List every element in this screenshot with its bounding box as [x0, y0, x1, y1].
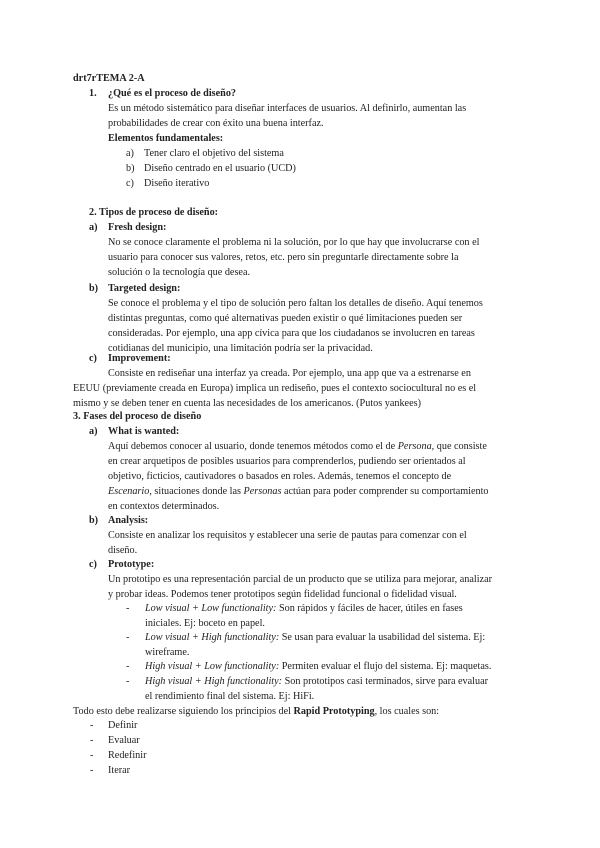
list-marker: a): [126, 148, 134, 159]
prototype-title: Prototype:: [108, 559, 155, 570]
list-item: Diseño centrado en el usuario (UCD): [144, 163, 296, 174]
section2-heading: 2. Tipos de proceso de diseño:: [89, 207, 219, 218]
paragraph-line: mismo y se deben tener en cuenta las necesidades de los americanos. (Putos yankees): [73, 398, 421, 409]
rapid-prototyping-term: Rapid Prototyping: [293, 706, 375, 717]
list-marker: c): [89, 559, 97, 570]
text-run: , situaciones donde las: [149, 486, 244, 497]
principle-item: Evaluar: [108, 735, 140, 746]
text-run: Son prototipos casi terminados, sirve para evaluar: [282, 676, 489, 687]
paragraph-line: objetivo, ficticios, cautivadores o basados en roles. Además, tenemos el concepto de: [108, 471, 452, 482]
text-run: actúan para poder comprender su comportamiento: [281, 486, 489, 497]
text-run: Todo esto debe realizarse siguiendo los principios del: [73, 706, 294, 717]
text-run: , los cuales son:: [374, 706, 440, 717]
bullet-term: Low visual + High functionality:: [145, 632, 280, 643]
paragraph-line: consideradas. Por ejemplo, una app cívica para que los ciudadanos se involucren en tareas: [108, 328, 475, 339]
list-marker: b): [89, 283, 99, 294]
bullet-term: High visual + Low functionality:: [145, 661, 280, 672]
bullet-dash: -: [90, 735, 94, 746]
paragraph-line: usuario para conocer sus valores, retos, etc. pero sin preguntarle directamente sobre la: [108, 252, 459, 263]
list-marker: b): [126, 163, 135, 174]
bullet-dash: -: [126, 603, 130, 614]
bullet-line: el rendimiento final del sistema. Ej: HiFi.: [145, 691, 315, 702]
paragraph-line: No se conoce claramente el problema ni la solución, por lo que hay que involucrarse con el: [108, 237, 480, 248]
targeted-design-title: Targeted design:: [108, 283, 181, 294]
paragraph-line: Consiste en rediseñar una interfaz ya creada. Por ejemplo, una app que va a estrenarse en: [108, 368, 471, 379]
paragraph-line: solución o la tecnología que desea.: [108, 267, 251, 278]
bullet-dash: -: [126, 661, 130, 672]
paragraph-line: en contextos determinados.: [108, 501, 220, 512]
bullet-line: iniciales. Ej: boceto en papel.: [145, 618, 265, 629]
text-run: Se usan para evaluar la usabilidad del sistema. Ej:: [279, 632, 486, 643]
principle-item: Definir: [108, 720, 138, 731]
paragraph-line: EEUU (previamente creada en Europa) implica un rediseño, pues el contexto sociocultural no es el: [73, 383, 477, 394]
list-marker: a): [89, 222, 98, 233]
bullet-line: [145, 659, 491, 674]
paragraph-line: Un prototipo es una representación parcial de un producto que se utiliza para mejorar, analizar: [108, 574, 493, 585]
text-run: Permiten evaluar el flujo del sistema. Ej: maquetas.: [279, 661, 492, 672]
personas-term: Personas: [243, 486, 282, 497]
bullet-line: [145, 674, 488, 689]
bullet-dash: -: [90, 750, 94, 761]
list-item: Diseño iterativo: [144, 178, 210, 189]
analysis-title: Analysis:: [108, 515, 149, 526]
list-item: Tener claro el objetivo del sistema: [144, 148, 284, 159]
list-marker: c): [89, 353, 97, 364]
bullet-dash: -: [90, 720, 94, 731]
section1-text-line: probabilidades de crear con éxito una buena interfaz.: [108, 118, 324, 129]
paragraph-line: cotidianas del municipio, una limitación podría ser la privacidad.: [108, 343, 373, 354]
what-is-wanted-title: What is wanted:: [108, 426, 180, 437]
bullet-dash: -: [126, 632, 130, 643]
list-marker: c): [126, 178, 134, 189]
paragraph-line: y probar ideas. Podemos tener prototipos según fidelidad funcional o fidelidad visual.: [108, 589, 457, 600]
paragraph-line: distintas preguntas, como qué alternativas pueden existir o qué limitaciones pueden ser: [108, 313, 463, 324]
section1-number: 1.: [89, 88, 97, 99]
section3-heading: 3. Fases del proceso de diseño: [73, 411, 202, 422]
section1-text-line: Es un método sistemático para diseñar interfaces de usuarios. Al definirlo, aumentan las: [108, 103, 467, 114]
paragraph-line: diseño.: [108, 545, 138, 556]
paragraph-line: [108, 484, 489, 499]
paragraph-line: Se conoce el problema y el tipo de solución pero faltan los detalles de diseño. Aquí tenemos: [108, 298, 483, 309]
bullet-line: wireframe.: [145, 647, 190, 658]
list-marker: b): [89, 515, 99, 526]
text-run: Aquí debemos conocer al usuario, donde tenemos métodos como el de: [108, 441, 398, 452]
persona-term: Persona: [397, 441, 432, 452]
bullet-dash: -: [126, 676, 130, 687]
principle-item: Iterar: [108, 765, 131, 776]
bullet-term: High visual + High functionality:: [145, 676, 283, 687]
paragraph-line: en crear arquetipos de posibles usuarios para comprenderlos, pudiendo ser orientados al: [108, 456, 466, 467]
list-marker: a): [89, 426, 98, 437]
fundamentals-heading: Elementos fundamentales:: [108, 133, 224, 144]
paragraph-line: Consiste en analizar los requisitos y establecer una serie de pautas para comenzar con el: [108, 530, 467, 541]
paragraph-line: [108, 439, 487, 454]
document-title: drt7rTEMA 2-A: [73, 73, 145, 84]
text-run: , que consiste: [431, 441, 487, 452]
improvement-title: Improvement:: [108, 353, 171, 364]
escenario-term: Escenario: [108, 486, 150, 497]
bullet-line: [145, 630, 485, 645]
fresh-design-title: Fresh design:: [108, 222, 167, 233]
bullet-term: Low visual + Low functionality:: [145, 603, 277, 614]
section1-heading: ¿Qué es el proceso de diseño?: [108, 88, 237, 99]
text-run: Son rápidos y fáciles de hacer, útiles en fases: [276, 603, 463, 614]
principle-item: Redefinir: [108, 750, 147, 761]
bullet-line: [145, 601, 463, 616]
bullet-dash: -: [90, 765, 94, 776]
